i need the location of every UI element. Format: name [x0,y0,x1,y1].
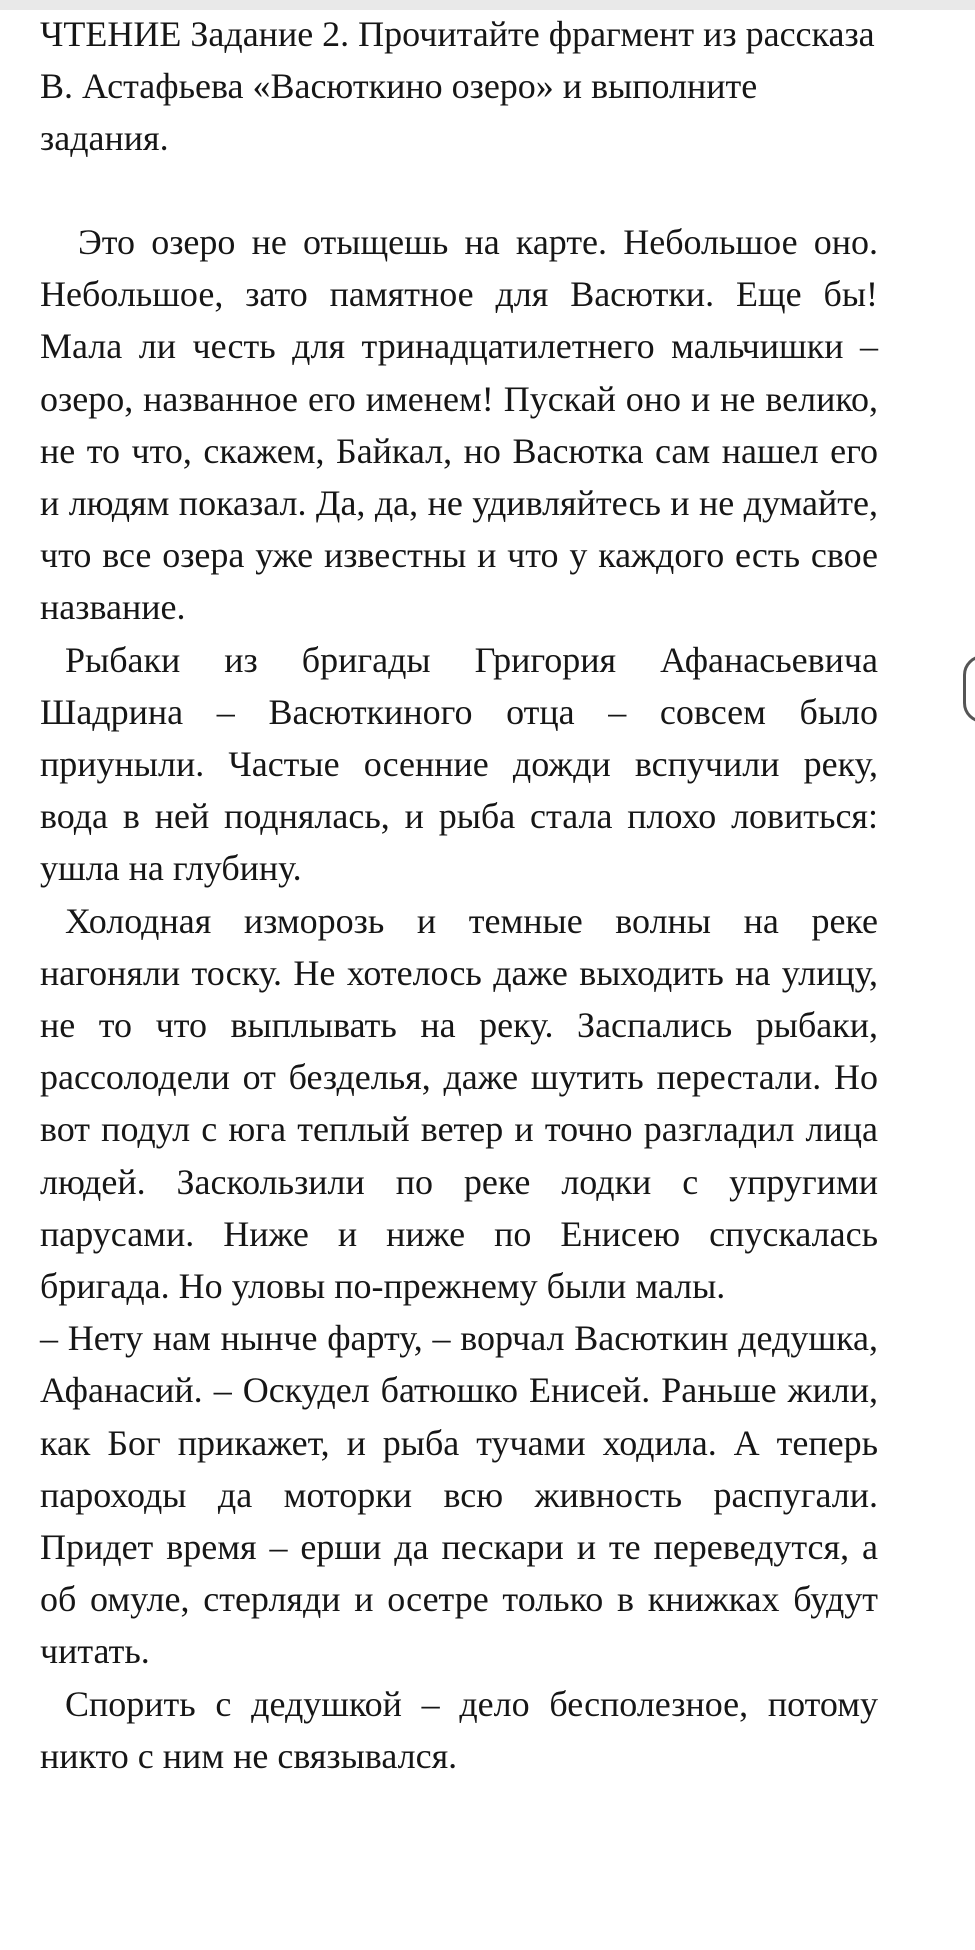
paragraph-4-dialogue: – Нету нам нынче фарту, – ворчал Васюткин дедушка, Афанасий. – Оскудел батюшко Енисей. Раньше жили, как Бог прикажет, и рыба тучами ходила. А теперь пароходы да моторки всю живность распугали. Придет время – ерши да пескари и те переведутся, а об омуле, стерляди и осетре только в книжках будут читать. [40,1318,878,1672]
blank-line [40,164,878,216]
document-page [40,8,878,1782]
task-heading: ЧТЕНИЕ Задание 2. Прочитайте фрагмент из рассказа В. Астафьева «Васюткино озеро» и выполните задания. [40,14,875,158]
scroll-handle[interactable] [963,655,975,723]
paragraph-5: Спорить с дедушкой – дело бесполезное, потому никто с ним не связывался. [40,1683,878,1776]
paragraph-2: Рыбаки из бригады Григория Афанасьевича Шадрина – Васюткиного отца – совсем было приуныли. Частые осенние дожди вспучили реку, вода в ней поднялась, и рыба стала плохо ловиться: ушла на глубину. [40,639,878,889]
paragraph-3: Холодная изморозь и темные волны на реке нагоняли тоску. Не хотелось даже выходить на улицу, не то что выплывать на реку. Заспались рыбаки, рассолодели от безделья, даже шутить перестали. Но вот подул с юга теплый ветер и точно разгладил лица людей. Заскользили по реке лодки с упругими парусами. Ниже и ниже по Енисею спускалась бригада. Но уловы по-прежнему были малы. [40,900,878,1307]
paragraph-1: Это озеро не отыщешь на карте. Небольшое оно. Небольшое, зато памятное для Васютки. Еще бы! Мала ли честь для тринадцатилетнего мальчишки – озеро, названное его именем! Пускай оно и не велико, не то что, скажем, Байкал, но Васютка сам нашел его и людям показал. Да, да, не удивляйтесь и не думайте, что все озера уже известны и что у каждого есть свое название. [40,222,878,628]
